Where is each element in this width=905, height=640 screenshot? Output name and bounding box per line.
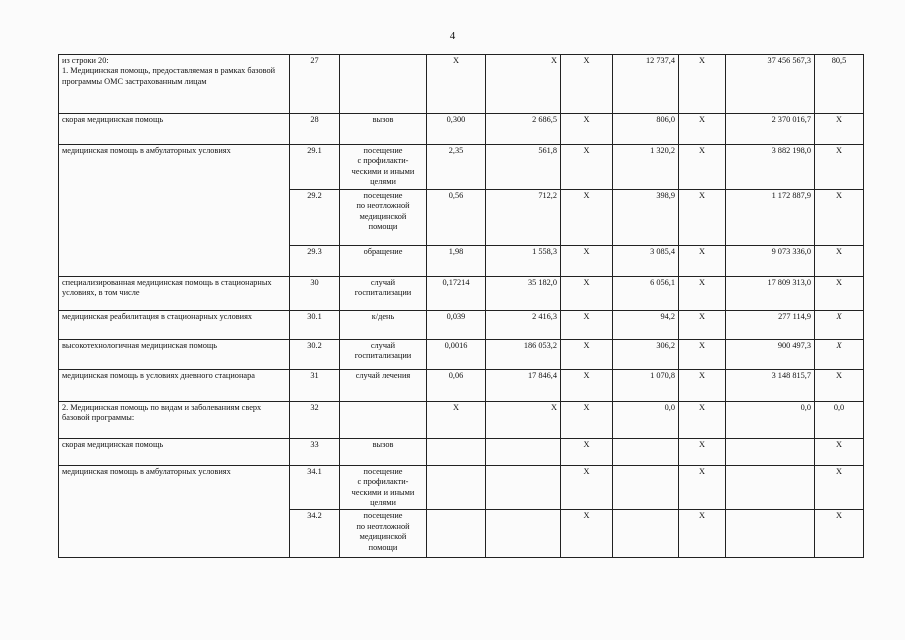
cell-c2: 712,2 xyxy=(486,190,561,246)
cell-c4: 306,2 xyxy=(613,340,679,370)
cell-c2: 186 053,2 xyxy=(486,340,561,370)
table-row xyxy=(59,114,864,145)
table-row xyxy=(59,145,864,190)
table-row xyxy=(59,311,864,340)
cell-c3: X xyxy=(561,145,613,190)
cell-name: скорая медицинская помощь xyxy=(59,114,290,145)
cell-c4 xyxy=(613,466,679,510)
cell-c1 xyxy=(427,439,486,466)
cell-c3: X xyxy=(561,246,613,277)
cell-c6: 37 456 567,3 xyxy=(726,55,815,114)
cell-c7: X xyxy=(815,510,864,558)
cell-name: 2. Медицинская помощь по видам и заболеваниям сверх базовой программы: xyxy=(59,402,290,439)
cell-c2: 561,8 xyxy=(486,145,561,190)
cell-c4: 398,9 xyxy=(613,190,679,246)
cell-c5: X xyxy=(679,55,726,114)
cell-c4: 6 056,1 xyxy=(613,277,679,311)
funding-table xyxy=(58,54,864,558)
cell-c6: 900 497,3 xyxy=(726,340,815,370)
cell-c7: X xyxy=(815,246,864,277)
cell-name: специализированная медицинская помощь в стационарных условиях, в том числе xyxy=(59,277,290,311)
cell-c1: 2,35 xyxy=(427,145,486,190)
table-row xyxy=(59,277,864,311)
cell-c6: 0,0 xyxy=(726,402,815,439)
cell-name: скорая медицинская помощь xyxy=(59,439,290,466)
table-row xyxy=(59,340,864,370)
cell-c5: X xyxy=(679,402,726,439)
cell-c5: X xyxy=(679,114,726,145)
cell-c2: 2 416,3 xyxy=(486,311,561,340)
table-row xyxy=(59,370,864,402)
cell-c4: 806,0 xyxy=(613,114,679,145)
cell-c6: 2 370 016,7 xyxy=(726,114,815,145)
cell-c4: 1 070,8 xyxy=(613,370,679,402)
cell-c7: X xyxy=(815,466,864,510)
cell-unit: случай госпитализации xyxy=(340,277,427,311)
cell-num: 29.2 xyxy=(290,190,340,246)
cell-unit: вызов xyxy=(340,114,427,145)
cell-c1 xyxy=(427,466,486,510)
cell-c3: X xyxy=(561,55,613,114)
table-row xyxy=(59,402,864,439)
cell-c6: 3 148 815,7 xyxy=(726,370,815,402)
cell-c7: X xyxy=(815,145,864,190)
cell-c7: 0,0 xyxy=(815,402,864,439)
cell-c6 xyxy=(726,466,815,510)
cell-c4: 3 085,4 xyxy=(613,246,679,277)
cell-c2: 1 558,3 xyxy=(486,246,561,277)
cell-unit: вызов xyxy=(340,439,427,466)
cell-c3: X xyxy=(561,340,613,370)
cell-c6 xyxy=(726,510,815,558)
cell-c5: X xyxy=(679,370,726,402)
cell-c5: X xyxy=(679,510,726,558)
cell-c5: X xyxy=(679,466,726,510)
cell-c5: X xyxy=(679,145,726,190)
cell-unit: посещение с профилакти- ческими и иными целями xyxy=(340,466,427,510)
cell-c1: 0,039 xyxy=(427,311,486,340)
cell-c4: 94,2 xyxy=(613,311,679,340)
cell-unit: случай лечения xyxy=(340,370,427,402)
cell-c2 xyxy=(486,439,561,466)
cell-c2: X xyxy=(486,55,561,114)
cell-c3: X xyxy=(561,190,613,246)
cell-name: медицинская реабилитация в стационарных условиях xyxy=(59,311,290,340)
cell-c2 xyxy=(486,466,561,510)
cell-name: из строки 20: 1. Медицинская помощь, предоставляемая в рамках базовой программы ОМС застрахованным лицам xyxy=(59,55,290,114)
cell-c6: 277 114,9 xyxy=(726,311,815,340)
cell-c4: 1 320,2 xyxy=(613,145,679,190)
cell-c6 xyxy=(726,439,815,466)
cell-c1: X xyxy=(427,402,486,439)
cell-unit: посещение по неотложной медицинской помощи xyxy=(340,190,427,246)
cell-unit: обращение xyxy=(340,246,427,277)
cell-c1: X xyxy=(427,55,486,114)
cell-unit: посещение по неотложной медицинской помощи xyxy=(340,510,427,558)
cell-c1 xyxy=(427,510,486,558)
cell-c3: X xyxy=(561,510,613,558)
cell-c7: X xyxy=(815,277,864,311)
cell-num: 28 xyxy=(290,114,340,145)
cell-num: 29.3 xyxy=(290,246,340,277)
cell-c3: X xyxy=(561,402,613,439)
cell-num: 29.1 xyxy=(290,145,340,190)
cell-c7: 80,5 xyxy=(815,55,864,114)
cell-c4 xyxy=(613,510,679,558)
cell-num: 30.1 xyxy=(290,311,340,340)
cell-c3: X xyxy=(561,439,613,466)
cell-unit xyxy=(340,402,427,439)
cell-c2: 35 182,0 xyxy=(486,277,561,311)
cell-c1: 1,98 xyxy=(427,246,486,277)
cell-c1: 0,06 xyxy=(427,370,486,402)
cell-c7: X xyxy=(815,311,864,340)
cell-c3: X xyxy=(561,311,613,340)
cell-num: 31 xyxy=(290,370,340,402)
cell-c2: X xyxy=(486,402,561,439)
cell-c5: X xyxy=(679,340,726,370)
cell-name: медицинская помощь в условиях дневного стационара xyxy=(59,370,290,402)
cell-c6: 3 882 198,0 xyxy=(726,145,815,190)
cell-c1: 0,56 xyxy=(427,190,486,246)
cell-c5: X xyxy=(679,190,726,246)
cell-c7: X xyxy=(815,114,864,145)
cell-name: медицинская помощь в амбулаторных условиях xyxy=(59,466,290,558)
cell-c4: 12 737,4 xyxy=(613,55,679,114)
cell-c2: 17 846,4 xyxy=(486,370,561,402)
cell-c2 xyxy=(486,510,561,558)
cell-c5: X xyxy=(679,277,726,311)
table-row xyxy=(59,439,864,466)
cell-name: медицинская помощь в амбулаторных условиях xyxy=(59,145,290,277)
cell-c6: 9 073 336,0 xyxy=(726,246,815,277)
cell-c7: X xyxy=(815,340,864,370)
cell-num: 32 xyxy=(290,402,340,439)
cell-c3: X xyxy=(561,277,613,311)
cell-unit: случай госпитализации xyxy=(340,340,427,370)
cell-c1: 0,0016 xyxy=(427,340,486,370)
cell-c5: X xyxy=(679,246,726,277)
cell-c3: X xyxy=(561,466,613,510)
table-row xyxy=(59,466,864,510)
cell-num: 27 xyxy=(290,55,340,114)
cell-num: 34.2 xyxy=(290,510,340,558)
cell-unit xyxy=(340,55,427,114)
cell-c3: X xyxy=(561,114,613,145)
cell-c5: X xyxy=(679,439,726,466)
cell-num: 33 xyxy=(290,439,340,466)
page-number: 4 xyxy=(449,30,456,42)
cell-c5: X xyxy=(679,311,726,340)
cell-c2: 2 686,5 xyxy=(486,114,561,145)
cell-c7: X xyxy=(815,190,864,246)
cell-num: 30 xyxy=(290,277,340,311)
cell-c6: 1 172 887,9 xyxy=(726,190,815,246)
cell-c6: 17 809 313,0 xyxy=(726,277,815,311)
table-row xyxy=(59,55,864,114)
cell-unit: к/день xyxy=(340,311,427,340)
cell-c7: X xyxy=(815,439,864,466)
cell-c4 xyxy=(613,439,679,466)
cell-c4: 0,0 xyxy=(613,402,679,439)
cell-c7: X xyxy=(815,370,864,402)
cell-c1: 0,300 xyxy=(427,114,486,145)
cell-c3: X xyxy=(561,370,613,402)
cell-c1: 0,17214 xyxy=(427,277,486,311)
cell-num: 30.2 xyxy=(290,340,340,370)
cell-unit: посещение с профилакти- ческими и иными целями xyxy=(340,145,427,190)
cell-name: высокотехнологичная медицинская помощь xyxy=(59,340,290,370)
cell-num: 34.1 xyxy=(290,466,340,510)
